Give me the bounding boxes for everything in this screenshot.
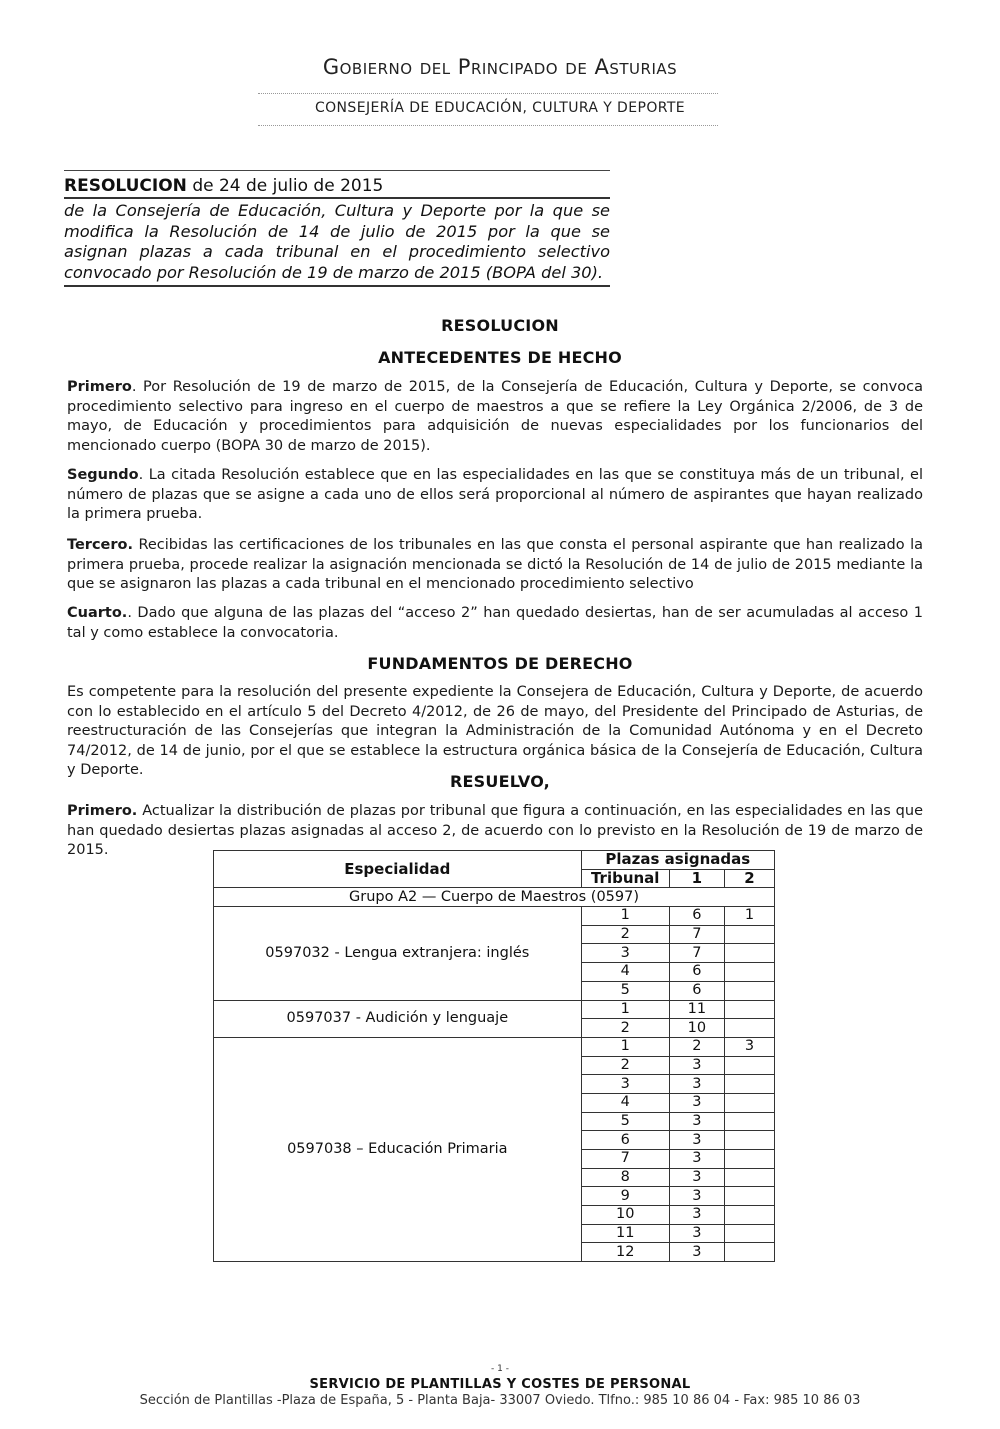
plazas-acceso-1-cell: 6: [669, 981, 724, 1000]
plazas-acceso-1-cell: 3: [669, 1187, 724, 1206]
plazas-acceso-1-cell: 3: [669, 1112, 724, 1131]
tribunal-cell: 6: [581, 1131, 669, 1150]
plazas-acceso-2-cell: [724, 925, 774, 944]
header-divider: [258, 93, 718, 94]
plazas-acceso-1-cell: 3: [669, 1224, 724, 1243]
specialty-name: 0597032 - Lengua extranjera: inglés: [214, 907, 582, 1000]
group-label: Grupo A2 — Cuerpo de Maestros (0597): [214, 888, 775, 907]
specialty-name: 0597037 - Audición y lenguaje: [214, 1000, 582, 1037]
plazas-acceso-2-cell: [724, 1243, 774, 1262]
antecedente-label: Tercero.: [67, 537, 134, 553]
plazas-acceso-2-cell: [724, 963, 774, 982]
plazas-acceso-2-cell: [724, 1056, 774, 1075]
header-col-1: 1: [669, 869, 724, 888]
header-divider: [258, 125, 718, 126]
antecedente-primero: [67, 378, 923, 456]
page-number: - 1 -: [491, 1364, 509, 1374]
tribunal-cell: 1: [581, 1037, 669, 1056]
resolution-heading: [64, 171, 610, 197]
plazas-acceso-2-cell: 1: [724, 907, 774, 926]
footer-service: SERVICIO DE PLANTILLAS Y COSTES DE PERSONAL: [309, 1377, 691, 1392]
table-row: [214, 1037, 775, 1056]
plazas-acceso-1-cell: 3: [669, 1243, 724, 1262]
table-header-row: [214, 851, 775, 870]
plazas-acceso-2-cell: [724, 1112, 774, 1131]
resolution-heading-date: de 24 de julio de 2015: [186, 176, 384, 196]
tribunal-cell: 3: [581, 944, 669, 963]
tribunal-cell: 1: [581, 907, 669, 926]
group-row: [214, 888, 775, 907]
plazas-acceso-2-cell: [724, 1206, 774, 1225]
plazas-acceso-1-cell: 7: [669, 944, 724, 963]
plazas-acceso-1-cell: 2: [669, 1037, 724, 1056]
heading-fundamentos: FUNDAMENTOS DE DERECHO: [367, 654, 633, 673]
plazas-acceso-2-cell: [724, 1150, 774, 1169]
plazas-acceso-2-cell: [724, 1019, 774, 1038]
tribunal-cell: 4: [581, 1093, 669, 1112]
antecedente-segundo: [67, 466, 923, 525]
antecedente-label: Cuarto.: [67, 605, 128, 621]
plazas-acceso-2-cell: [724, 1093, 774, 1112]
resuelvo-text: Actualizar la distribución de plazas por tribunal que figura a continuación, en las especialidades en las que han quedado desiertas plazas asignadas al acceso 2, de acuerdo con lo previsto en la Resolución de 19 de marzo de 2015.: [67, 803, 923, 858]
tribunal-cell: 8: [581, 1168, 669, 1187]
heading-resolucion: RESOLUCION: [441, 316, 559, 335]
table-row: [214, 1000, 775, 1019]
tribunal-cell: 2: [581, 925, 669, 944]
tribunal-cell: 1: [581, 1000, 669, 1019]
antecedente-text: . Por Resolución de 19 de marzo de 2015, de la Consejería de Educación, Cultura y Deporte, se convoca procedimiento selectivo para ingreso en el cuerpo de maestros a que se refiere la Ley Orgánica 2/2006, de 3 de mayo, de Educación y procedimientos para adquisición de nuevas especialidades por los funcionarios del mencionado cuerpo (BOPA 30 de marzo de 2015).: [67, 379, 923, 454]
plazas-acceso-2-cell: [724, 1224, 774, 1243]
tribunal-cell: 7: [581, 1150, 669, 1169]
antecedente-label: Segundo: [67, 467, 139, 483]
tribunal-cell: 11: [581, 1224, 669, 1243]
antecedente-tercero: [67, 536, 923, 595]
tribunal-cell: 2: [581, 1056, 669, 1075]
plazas-acceso-1-cell: 10: [669, 1019, 724, 1038]
heading-antecedentes: ANTECEDENTES DE HECHO: [378, 348, 622, 367]
plazas-acceso-2-cell: [724, 1131, 774, 1150]
heading-resuelvo: RESUELVO,: [450, 772, 550, 791]
specialty-name: 0597038 – Educación Primaria: [214, 1037, 582, 1261]
header-tribunal: Tribunal: [581, 869, 669, 888]
plazas-acceso-2-cell: [724, 981, 774, 1000]
tribunal-cell: 3: [581, 1075, 669, 1094]
plazas-acceso-1-cell: 6: [669, 907, 724, 926]
plazas-acceso-1-cell: 11: [669, 1000, 724, 1019]
plazas-acceso-1-cell: 6: [669, 963, 724, 982]
resolution-subtitle: de la Consejería de Educación, Cultura y Deporte por la que se modifica la Resolución de 14 de julio de 2015 por la que se asignan plazas a cada tribunal en el procedimiento selectivo convocado por Resolución de 19 de marzo de 2015 (BOPA del 30).: [64, 201, 610, 282]
tribunal-cell: 10: [581, 1206, 669, 1225]
tribunal-cell: 4: [581, 963, 669, 982]
resolution-heading-bold: RESOLUCION: [64, 176, 187, 196]
table-body: [214, 907, 775, 1262]
fundamentos-text: Es competente para la resolución del presente expediente la Consejera de Educación, Cultura y Deporte, de acuerdo con lo establecido en el artículo 5 del Decreto 4/2012, de 26 de mayo, del Presidente del Principado de Asturias, de reestructuración de las Consejerías que integran la Administración de la Comunidad Autónoma y en el Decreto 74/2012, de 14 de junio, por el que se establece la estructura orgánica básica de la Consejería de Educación, Cultura y Deporte.: [67, 684, 923, 778]
title-rule: [64, 285, 610, 287]
plazas-acceso-2-cell: 3: [724, 1037, 774, 1056]
plazas-acceso-2-cell: [724, 1168, 774, 1187]
antecedente-text: . La citada Resolución establece que en las especialidades en las que se constituya más de un tribunal, el número de plazas que se asigne a cada uno de ellos será proporcional al número de aspirantes que hayan realizado la primera prueba.: [67, 467, 923, 522]
plazas-acceso-1-cell: 3: [669, 1093, 724, 1112]
footer-address: Sección de Plantillas -Plaza de España, 5 - Planta Baja- 33007 Oviedo. Tlfno.: 985 10 86 04 - Fax: 985 10 86 03: [139, 1393, 861, 1408]
antecedente-label: Primero: [67, 379, 132, 395]
header-especialidad: Especialidad: [214, 851, 582, 888]
tribunal-cell: 12: [581, 1243, 669, 1262]
plazas-acceso-2-cell: [724, 1000, 774, 1019]
antecedente-text: . Dado que alguna de las plazas del “acceso 2” han quedado desiertas, han de ser acumuladas al acceso 1 tal y como establece la convocatoria.: [67, 605, 923, 641]
government-title: Gobierno del Principado de Asturias: [322, 55, 678, 79]
antecedente-cuarto: [67, 604, 923, 643]
plazas-acceso-2-cell: [724, 1187, 774, 1206]
plazas-acceso-1-cell: 3: [669, 1056, 724, 1075]
plazas-acceso-1-cell: 3: [669, 1131, 724, 1150]
plazas-acceso-1-cell: 3: [669, 1168, 724, 1187]
header-plazas-asignadas: Plazas asignadas: [581, 851, 774, 870]
plazas-acceso-2-cell: [724, 1075, 774, 1094]
plazas-acceso-1-cell: 3: [669, 1150, 724, 1169]
header-col-2: 2: [724, 869, 774, 888]
consejeria-subtitle: CONSEJERÍA DE EDUCACIÓN, CULTURA Y DEPORTE: [314, 100, 686, 116]
plazas-acceso-1-cell: 7: [669, 925, 724, 944]
tribunal-cell: 2: [581, 1019, 669, 1038]
plazas-acceso-2-cell: [724, 944, 774, 963]
plazas-acceso-1-cell: 3: [669, 1206, 724, 1225]
antecedente-text: Recibidas las certificaciones de los tribunales en las que consta el personal aspirante que han realizado la primera prueba, procede realizar la asignación mencionada se dictó la Resolución de 14 de julio de 2015 mediante la que se asignaron las plazas a cada tribunal en el mencionado procedimiento selectivo: [67, 537, 923, 592]
plazas-acceso-1-cell: 3: [669, 1075, 724, 1094]
plazas-table: [213, 850, 775, 1262]
resuelvo-label: Primero.: [67, 803, 138, 819]
table-row: [214, 907, 775, 926]
resolution-title-box: [64, 170, 610, 287]
tribunal-cell: 9: [581, 1187, 669, 1206]
tribunal-cell: 5: [581, 1112, 669, 1131]
tribunal-cell: 5: [581, 981, 669, 1000]
